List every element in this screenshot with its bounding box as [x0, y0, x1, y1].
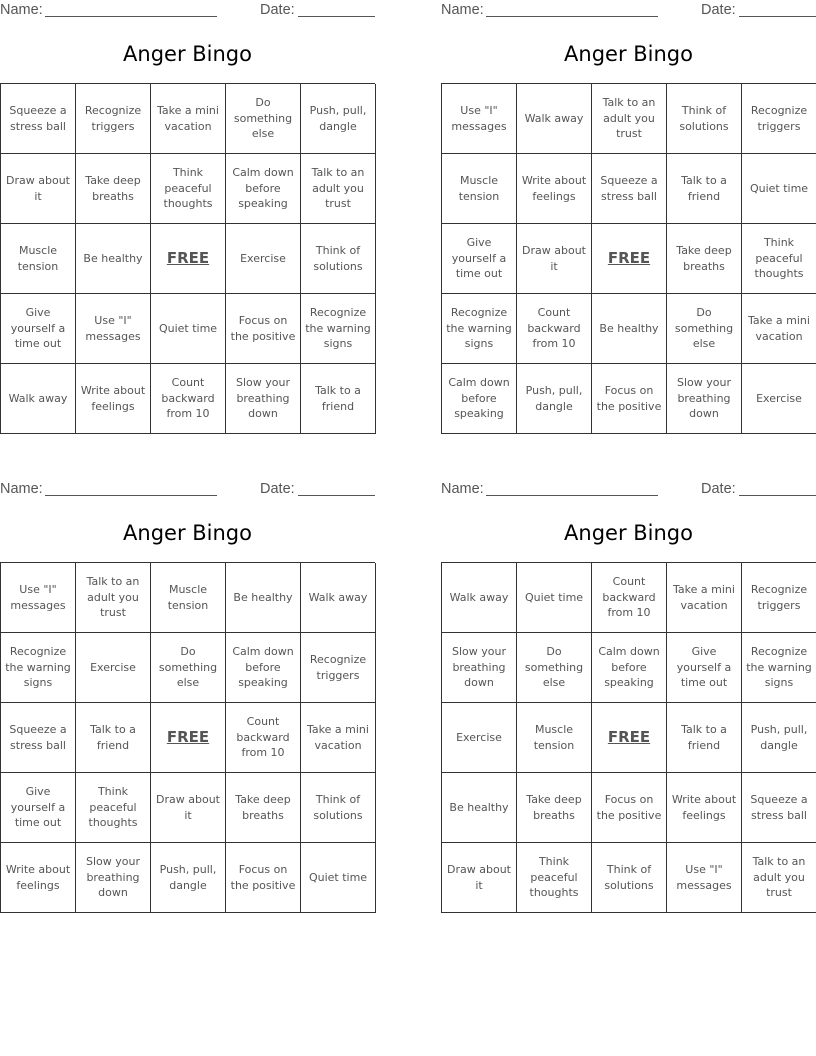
bingo-cell: Be healthy — [226, 563, 301, 633]
bingo-cell: Recognize triggers — [301, 633, 376, 703]
bingo-cell: Talk to a friend — [76, 703, 151, 773]
bingo-cell: Recognize the warning signs — [301, 294, 376, 364]
bingo-cell: Do something else — [151, 633, 226, 703]
bingo-cell: Recognize triggers — [76, 84, 151, 154]
bingo-cell: Draw about it — [151, 773, 226, 843]
bingo-cell: Think of solutions — [301, 224, 376, 294]
bingo-cell: Do something else — [517, 633, 592, 703]
bingo-cell: Talk to a friend — [301, 364, 376, 434]
bingo-card-1 — [0, 0, 375, 430]
bingo-cell: Take deep breaths — [226, 773, 301, 843]
bingo-cell: Use "I" messages — [442, 84, 517, 154]
bingo-cell: Muscle tension — [151, 563, 226, 633]
bingo-cell: Write about feelings — [517, 154, 592, 224]
bingo-cell: Focus on the positive — [226, 294, 301, 364]
bingo-cell: Draw about it — [442, 843, 517, 913]
bingo-cell: Muscle tension — [517, 703, 592, 773]
bingo-cell: Think peaceful thoughts — [517, 843, 592, 913]
bingo-cell: Recognize triggers — [742, 563, 816, 633]
bingo-cell: Write about feelings — [76, 364, 151, 434]
name-blank — [45, 495, 217, 496]
date-blank — [739, 495, 816, 496]
bingo-cell: Recognize the warning signs — [742, 633, 816, 703]
bingo-cell: Walk away — [442, 563, 517, 633]
bingo-cell: Calm down before speaking — [226, 633, 301, 703]
bingo-cell: Squeeze a stress ball — [1, 84, 76, 154]
bingo-card-3 — [0, 479, 375, 909]
bingo-cell: Think peaceful thoughts — [76, 773, 151, 843]
bingo-cell: Take a mini vacation — [151, 84, 226, 154]
card-header — [441, 481, 816, 499]
bingo-cell: Take a mini vacation — [301, 703, 376, 773]
name-blank — [486, 495, 658, 496]
bingo-cell: Recognize the warning signs — [442, 294, 517, 364]
date-blank — [739, 16, 816, 17]
bingo-cell: Squeeze a stress ball — [742, 773, 816, 843]
card-title: Anger Bingo — [564, 521, 693, 545]
bingo-cell: Think of solutions — [592, 843, 667, 913]
bingo-cell: Quiet time — [301, 843, 376, 913]
bingo-cell: Talk to an adult you trust — [592, 84, 667, 154]
bingo-cell: Push, pull, dangle — [517, 364, 592, 434]
bingo-cell: Push, pull, dangle — [301, 84, 376, 154]
bingo-cell: Draw about it — [1, 154, 76, 224]
bingo-cell: Count backward from 10 — [226, 703, 301, 773]
bingo-cell: Exercise — [442, 703, 517, 773]
card-title: Anger Bingo — [123, 521, 252, 545]
card-title: Anger Bingo — [564, 42, 693, 66]
bingo-cell: Focus on the positive — [592, 773, 667, 843]
card-header — [0, 2, 375, 20]
bingo-cell: Calm down before speaking — [592, 633, 667, 703]
bingo-cell: Slow your breathing down — [442, 633, 517, 703]
bingo-cell: Take deep breaths — [76, 154, 151, 224]
bingo-cell: Quiet time — [517, 563, 592, 633]
free-space: FREE — [592, 224, 667, 294]
bingo-cell: Exercise — [226, 224, 301, 294]
bingo-cell: Be healthy — [442, 773, 517, 843]
bingo-cell: Push, pull, dangle — [742, 703, 816, 773]
date-label: Date: — [260, 481, 295, 497]
date-blank — [298, 16, 375, 17]
bingo-grid — [441, 83, 816, 434]
bingo-cell: Calm down before speaking — [442, 364, 517, 434]
bingo-cell: Think of solutions — [667, 84, 742, 154]
bingo-card-2 — [441, 0, 816, 430]
date-label: Date: — [701, 2, 736, 18]
bingo-cell: Give yourself a time out — [667, 633, 742, 703]
bingo-cell: Do something else — [667, 294, 742, 364]
bingo-cell: Talk to an adult you trust — [76, 563, 151, 633]
bingo-cell: Quiet time — [151, 294, 226, 364]
bingo-cell: Walk away — [517, 84, 592, 154]
free-space: FREE — [151, 703, 226, 773]
bingo-cell: Walk away — [301, 563, 376, 633]
bingo-cell: Recognize the warning signs — [1, 633, 76, 703]
bingo-grid — [0, 562, 375, 913]
bingo-cell: Slow your breathing down — [667, 364, 742, 434]
bingo-cell: Talk to a friend — [667, 703, 742, 773]
bingo-cell: Be healthy — [592, 294, 667, 364]
free-space: FREE — [151, 224, 226, 294]
bingo-cell: Exercise — [742, 364, 816, 434]
card-header — [441, 2, 816, 20]
bingo-cell: Draw about it — [517, 224, 592, 294]
bingo-cell: Take a mini vacation — [742, 294, 816, 364]
bingo-cell: Muscle tension — [442, 154, 517, 224]
name-label: Name: — [0, 481, 43, 497]
bingo-cell: Recognize triggers — [742, 84, 816, 154]
date-label: Date: — [701, 481, 736, 497]
bingo-cell: Talk to a friend — [667, 154, 742, 224]
bingo-cell: Think of solutions — [301, 773, 376, 843]
name-label: Name: — [0, 2, 43, 18]
name-label: Name: — [441, 481, 484, 497]
bingo-cell: Count backward from 10 — [592, 563, 667, 633]
bingo-cell: Focus on the positive — [226, 843, 301, 913]
bingo-cell: Slow your breathing down — [226, 364, 301, 434]
bingo-cell: Give yourself a time out — [1, 294, 76, 364]
bingo-cell: Use "I" messages — [1, 563, 76, 633]
date-blank — [298, 495, 375, 496]
date-label: Date: — [260, 2, 295, 18]
bingo-cell: Exercise — [76, 633, 151, 703]
bingo-grid — [0, 83, 375, 434]
bingo-cell: Do something else — [226, 84, 301, 154]
bingo-grid — [441, 562, 816, 913]
bingo-cell: Think peaceful thoughts — [151, 154, 226, 224]
bingo-cell: Give yourself a time out — [442, 224, 517, 294]
bingo-cell: Write about feelings — [1, 843, 76, 913]
bingo-cell: Walk away — [1, 364, 76, 434]
bingo-cell: Slow your breathing down — [76, 843, 151, 913]
bingo-cell: Talk to an adult you trust — [742, 843, 816, 913]
bingo-cell: Take deep breaths — [517, 773, 592, 843]
bingo-cell: Be healthy — [76, 224, 151, 294]
bingo-card-4 — [441, 479, 816, 909]
bingo-cell: Calm down before speaking — [226, 154, 301, 224]
card-header — [0, 481, 375, 499]
bingo-cell: Write about feelings — [667, 773, 742, 843]
bingo-cell: Push, pull, dangle — [151, 843, 226, 913]
bingo-cell: Take a mini vacation — [667, 563, 742, 633]
bingo-cell: Squeeze a stress ball — [1, 703, 76, 773]
name-blank — [45, 16, 217, 17]
bingo-cell: Give yourself a time out — [1, 773, 76, 843]
bingo-cell: Quiet time — [742, 154, 816, 224]
bingo-cell: Think peaceful thoughts — [742, 224, 816, 294]
name-blank — [486, 16, 658, 17]
free-space: FREE — [592, 703, 667, 773]
bingo-cell: Take deep breaths — [667, 224, 742, 294]
bingo-cell: Count backward from 10 — [517, 294, 592, 364]
bingo-cell: Focus on the positive — [592, 364, 667, 434]
bingo-cell: Use "I" messages — [667, 843, 742, 913]
bingo-cell: Squeeze a stress ball — [592, 154, 667, 224]
name-label: Name: — [441, 2, 484, 18]
bingo-cell: Use "I" messages — [76, 294, 151, 364]
card-title: Anger Bingo — [123, 42, 252, 66]
bingo-cell: Count backward from 10 — [151, 364, 226, 434]
bingo-cell: Muscle tension — [1, 224, 76, 294]
bingo-cell: Talk to an adult you trust — [301, 154, 376, 224]
